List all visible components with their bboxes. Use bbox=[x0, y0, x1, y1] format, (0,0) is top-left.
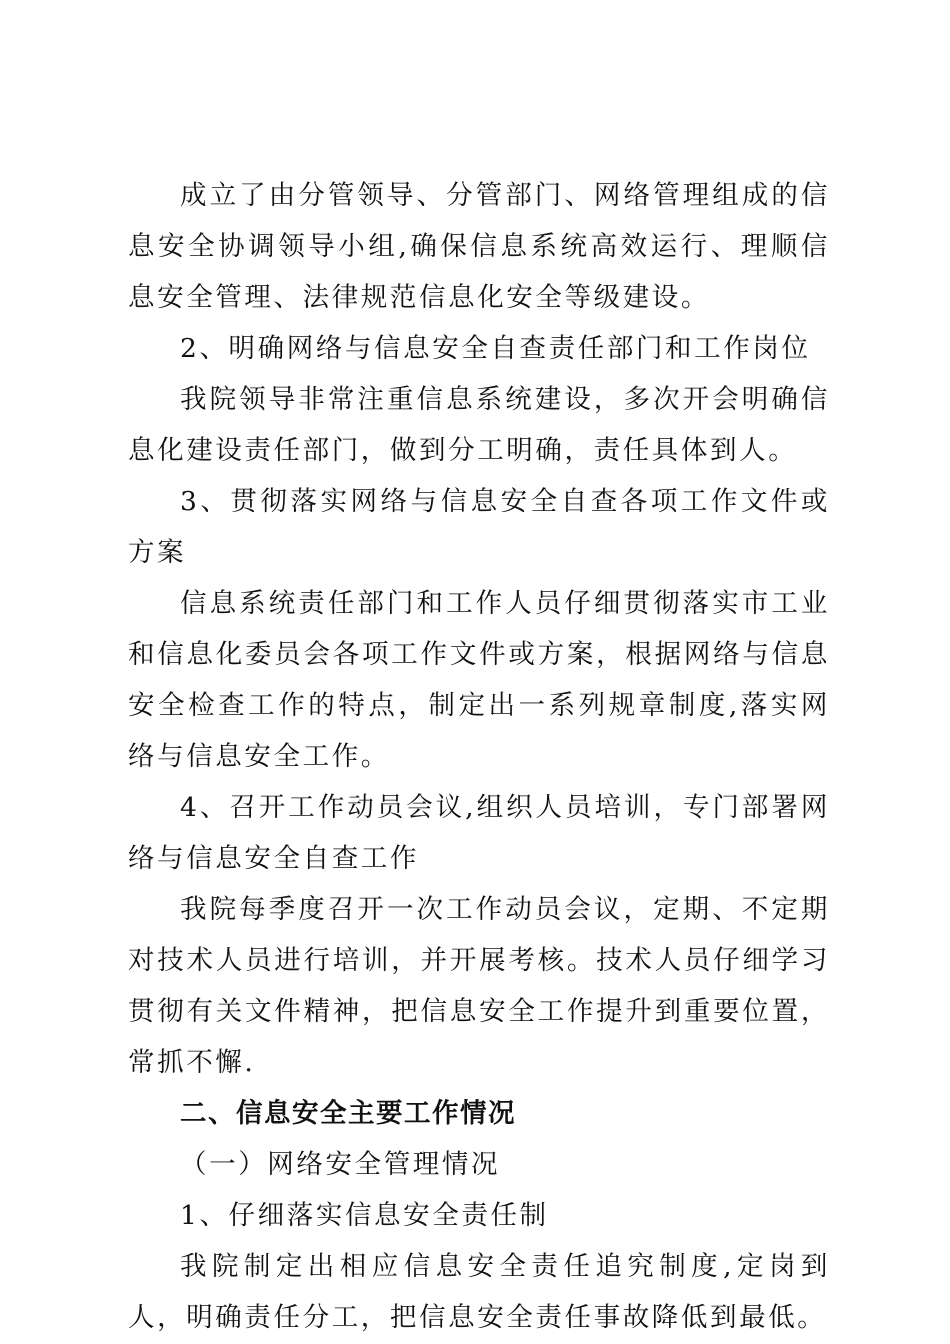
section-heading-2: 二、信息安全主要工作情况 bbox=[180, 1098, 516, 1129]
item-4-title: 4、召开工作动员会议,组织人员培训，专门部署网络与信息安全自查工作 bbox=[128, 792, 830, 874]
subsection-heading-1: （一）网络安全管理情况 bbox=[180, 1149, 501, 1180]
paragraph-leadership-group: 成立了由分管领导、分管部门、网络管理组成的信息安全协调领导小组,确保信息系统高效运行、理顺信息安全管理、法律规范信息化安全等级建设。 bbox=[128, 180, 830, 313]
subitem-1-title: 1、仔细落实信息安全责任制 bbox=[180, 1200, 549, 1231]
paragraph-subitem-1-body: 我院制定出相应信息安全责任追究制度,定岗到人，明确责任分工，把信息安全责任事故降低到最低。 bbox=[128, 1251, 830, 1333]
paragraph-item-4-body: 我院每季度召开一次工作动员会议，定期、不定期对技术人员进行培训，并开展考核。技术人员仔细学习贯彻有关文件精神，把信息安全工作提升到重要位置，常抓不懈. bbox=[128, 894, 830, 1078]
item-3-title: 3、贯彻落实网络与信息安全自查各项工作文件或方案 bbox=[128, 486, 830, 568]
paragraph-item-3-body: 信息系统责任部门和工作人员仔细贯彻落实市工业和信息化委员会各项工作文件或方案，根据网络与信息安全检查工作的特点，制定出一系列规章制度,落实网络与信息安全工作。 bbox=[128, 588, 830, 772]
paragraph-item-2-body: 我院领导非常注重信息系统建设，多次开会明确信息化建设责任部门，做到分工明确，责任具体到人。 bbox=[128, 384, 830, 466]
item-2-title: 2、明确网络与信息安全自查责任部门和工作岗位 bbox=[180, 333, 811, 364]
